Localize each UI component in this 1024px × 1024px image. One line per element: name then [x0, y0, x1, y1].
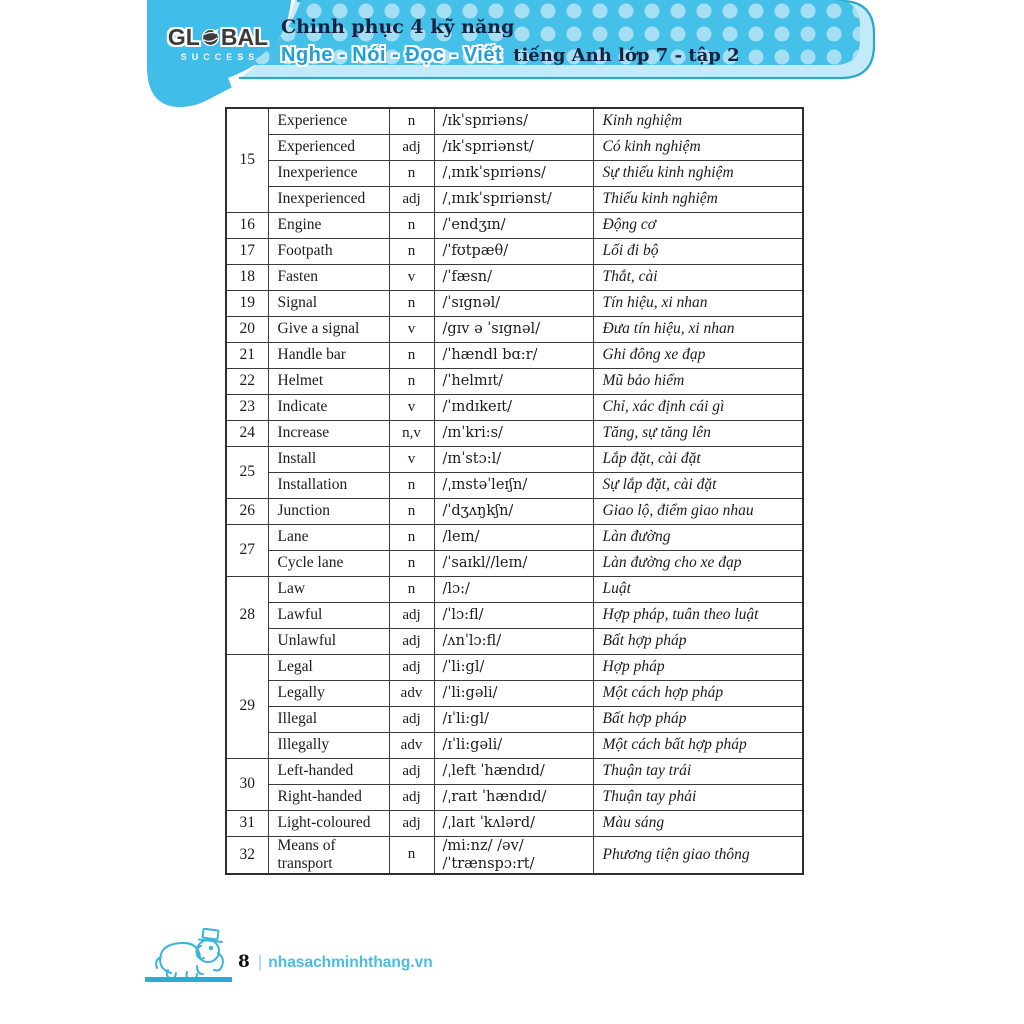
- part-of-speech-cell: n: [389, 212, 434, 238]
- word-cell: Light-coloured: [268, 810, 389, 836]
- word-cell: Left-handed: [268, 758, 389, 784]
- table-row: [226, 654, 803, 680]
- part-of-speech-cell: n: [389, 498, 434, 524]
- phonetic-cell: /leɪn/: [434, 524, 593, 550]
- word-cell: Lane: [268, 524, 389, 550]
- row-number-cell: 25: [226, 446, 268, 498]
- meaning-cell: Đưa tín hiệu, xi nhan: [593, 316, 803, 342]
- table-row: [226, 420, 803, 446]
- row-number-cell: 27: [226, 524, 268, 576]
- part-of-speech-cell: adv: [389, 680, 434, 706]
- meaning-cell: Giao lộ, điểm giao nhau: [593, 498, 803, 524]
- table-row: [226, 680, 803, 706]
- word-cell: Legally: [268, 680, 389, 706]
- word-cell: Law: [268, 576, 389, 602]
- table-row: [226, 472, 803, 498]
- word-cell: Install: [268, 446, 389, 472]
- page-number: 8: [238, 952, 250, 972]
- phonetic-cell: /ɪkˈspɪriənst/: [434, 134, 593, 160]
- row-number-cell: 23: [226, 394, 268, 420]
- table-row: [226, 732, 803, 758]
- part-of-speech-cell: n: [389, 368, 434, 394]
- meaning-cell: Tăng, sự tăng lên: [593, 420, 803, 446]
- row-number-cell: 29: [226, 654, 268, 758]
- row-number-cell: 28: [226, 576, 268, 654]
- part-of-speech-cell: adj: [389, 784, 434, 810]
- row-number-cell: 19: [226, 290, 268, 316]
- table-row: [226, 524, 803, 550]
- part-of-speech-cell: n: [389, 108, 434, 134]
- phonetic-cell: /ʌnˈlɔ:fl/: [434, 628, 593, 654]
- part-of-speech-cell: n,v: [389, 420, 434, 446]
- word-cell: Indicate: [268, 394, 389, 420]
- row-number-cell: 24: [226, 420, 268, 446]
- table-row: [226, 550, 803, 576]
- meaning-cell: Động cơ: [593, 212, 803, 238]
- word-cell: Means of transport: [268, 836, 389, 874]
- phonetic-cell: /lɔ:/: [434, 576, 593, 602]
- phonetic-cell: /ɪˈli:gl/: [434, 706, 593, 732]
- part-of-speech-cell: adj: [389, 654, 434, 680]
- meaning-cell: Lối đi bộ: [593, 238, 803, 264]
- phonetic-cell: /ˈli:gl/: [434, 654, 593, 680]
- meaning-cell: Hợp pháp, tuân theo luật: [593, 602, 803, 628]
- part-of-speech-cell: n: [389, 342, 434, 368]
- table-row: [226, 160, 803, 186]
- meaning-cell: Thuận tay trái: [593, 758, 803, 784]
- meaning-cell: Một cách bất hợp pháp: [593, 732, 803, 758]
- part-of-speech-cell: n: [389, 550, 434, 576]
- logo-subtitle: SUCCESS: [180, 52, 260, 62]
- footer-text: [238, 952, 433, 972]
- word-cell: Fasten: [268, 264, 389, 290]
- row-number-cell: 32: [226, 836, 268, 874]
- word-cell: Cycle lane: [268, 550, 389, 576]
- word-cell: Increase: [268, 420, 389, 446]
- global-success-logo: [163, 24, 273, 62]
- table-row: [226, 342, 803, 368]
- meaning-cell: Làn đường: [593, 524, 803, 550]
- meaning-cell: Phương tiện giao thông: [593, 836, 803, 874]
- word-cell: Handle bar: [268, 342, 389, 368]
- phonetic-cell: /ɪnˈstɔ:l/: [434, 446, 593, 472]
- phonetic-cell: /ɪkˈspɪriəns/: [434, 108, 593, 134]
- part-of-speech-cell: adj: [389, 628, 434, 654]
- footer-divider: |: [257, 952, 263, 971]
- part-of-speech-cell: v: [389, 394, 434, 420]
- vocab-table-body: [226, 108, 803, 874]
- tagline-line2: [281, 44, 740, 67]
- meaning-cell: Một cách hợp pháp: [593, 680, 803, 706]
- table-row: [226, 758, 803, 784]
- phonetic-cell: /ˈhelmɪt/: [434, 368, 593, 394]
- phonetic-cell: /ˈfæsn/: [434, 264, 593, 290]
- table-row: [226, 446, 803, 472]
- part-of-speech-cell: adj: [389, 810, 434, 836]
- word-cell: Right-handed: [268, 784, 389, 810]
- table-row: [226, 784, 803, 810]
- table-row: [226, 810, 803, 836]
- part-of-speech-cell: n: [389, 576, 434, 602]
- word-cell: Give a signal: [268, 316, 389, 342]
- part-of-speech-cell: n: [389, 160, 434, 186]
- part-of-speech-cell: adj: [389, 758, 434, 784]
- row-number-cell: 18: [226, 264, 268, 290]
- part-of-speech-cell: n: [389, 472, 434, 498]
- part-of-speech-cell: adv: [389, 732, 434, 758]
- meaning-cell: Bất hợp pháp: [593, 628, 803, 654]
- meaning-cell: Tín hiệu, xi nhan: [593, 290, 803, 316]
- meaning-cell: Sự lắp đặt, cài đặt: [593, 472, 803, 498]
- phonetic-cell: /ˈfʊtpæθ/: [434, 238, 593, 264]
- phonetic-cell: /ɪˈli:gəli/: [434, 732, 593, 758]
- table-row: [226, 368, 803, 394]
- meaning-cell: Lắp đặt, cài đặt: [593, 446, 803, 472]
- table-row: [226, 264, 803, 290]
- table-row: [226, 602, 803, 628]
- meaning-cell: Thuận tay phải: [593, 784, 803, 810]
- table-row: [226, 706, 803, 732]
- word-cell: Lawful: [268, 602, 389, 628]
- part-of-speech-cell: adj: [389, 186, 434, 212]
- header-banner: [145, 0, 876, 112]
- meaning-cell: Hợp pháp: [593, 654, 803, 680]
- meaning-cell: Sự thiếu kinh nghiệm: [593, 160, 803, 186]
- word-cell: Experienced: [268, 134, 389, 160]
- part-of-speech-cell: n: [389, 836, 434, 874]
- meaning-cell: Thiếu kinh nghiệm: [593, 186, 803, 212]
- table-row: [226, 108, 803, 134]
- word-cell: Experience: [268, 108, 389, 134]
- row-number-cell: 22: [226, 368, 268, 394]
- phonetic-cell: /ˈsɪgnəl/: [434, 290, 593, 316]
- phonetic-cell: /ˈhændl bɑ:r/: [434, 342, 593, 368]
- meaning-cell: Bất hợp pháp: [593, 706, 803, 732]
- phonetic-cell: /ˌlaɪt ˈkʌlərd/: [434, 810, 593, 836]
- phonetic-cell: /ˈdʒʌŋkʃn/: [434, 498, 593, 524]
- table-row: [226, 576, 803, 602]
- meaning-cell: Luật: [593, 576, 803, 602]
- phonetic-cell: /ˈendʒɪn/: [434, 212, 593, 238]
- phonetic-cell: /ˈlɔ:fl/: [434, 602, 593, 628]
- tagline-line1: Chinh phục 4 kỹ năng: [281, 16, 515, 38]
- part-of-speech-cell: v: [389, 316, 434, 342]
- phonetic-cell: /ˌleft ˈhændɪd/: [434, 758, 593, 784]
- meaning-cell: Làn đường cho xe đạp: [593, 550, 803, 576]
- tagline-book: tiếng Anh lớp 7 - tập 2: [513, 45, 740, 66]
- logo-wordmark: [163, 24, 273, 51]
- table-row: [226, 628, 803, 654]
- word-cell: Engine: [268, 212, 389, 238]
- phonetic-cell: /ˈsaɪkl//leɪn/: [434, 550, 593, 576]
- part-of-speech-cell: v: [389, 264, 434, 290]
- word-cell: Helmet: [268, 368, 389, 394]
- table-row: [226, 498, 803, 524]
- part-of-speech-cell: n: [389, 524, 434, 550]
- row-number-cell: 20: [226, 316, 268, 342]
- row-number-cell: 17: [226, 238, 268, 264]
- row-number-cell: 15: [226, 108, 268, 212]
- word-cell: Inexperience: [268, 160, 389, 186]
- word-cell: Unlawful: [268, 628, 389, 654]
- website-url: nhasachminhthang.vn: [268, 954, 433, 971]
- footer-underline: [145, 977, 232, 982]
- logo-part1: GL: [167, 24, 200, 50]
- part-of-speech-cell: v: [389, 446, 434, 472]
- word-cell: Signal: [268, 290, 389, 316]
- meaning-cell: Ghi đông xe đạp: [593, 342, 803, 368]
- phonetic-cell: /ˌɪnɪkˈspɪriəns/: [434, 160, 593, 186]
- meaning-cell: Màu sáng: [593, 810, 803, 836]
- vocabulary-table: [225, 107, 804, 875]
- table-row: [226, 836, 803, 874]
- row-number-cell: 21: [226, 342, 268, 368]
- word-cell: Footpath: [268, 238, 389, 264]
- table-row: [226, 134, 803, 160]
- table-row: [226, 394, 803, 420]
- row-number-cell: 16: [226, 212, 268, 238]
- meaning-cell: Có kinh nghiệm: [593, 134, 803, 160]
- part-of-speech-cell: adj: [389, 706, 434, 732]
- meaning-cell: Thắt, cài: [593, 264, 803, 290]
- word-cell: Junction: [268, 498, 389, 524]
- phonetic-cell: /ˌɪnstəˈleɪʃn/: [434, 472, 593, 498]
- word-cell: Legal: [268, 654, 389, 680]
- phonetic-cell: /ɪnˈkri:s/: [434, 420, 593, 446]
- meaning-cell: Chỉ, xác định cái gì: [593, 394, 803, 420]
- globe-icon: [201, 28, 220, 47]
- word-cell: Inexperienced: [268, 186, 389, 212]
- logo-part2: BAL: [220, 24, 269, 50]
- tagline-skills: Nghe - Nói - Đọc - Viết: [281, 44, 503, 66]
- row-number-cell: 30: [226, 758, 268, 810]
- row-number-cell: 26: [226, 498, 268, 524]
- table-row: [226, 290, 803, 316]
- phonetic-cell: /ˈli:gəli/: [434, 680, 593, 706]
- part-of-speech-cell: adj: [389, 602, 434, 628]
- phonetic-cell: /ˌɪnɪkˈspɪriənst/: [434, 186, 593, 212]
- table-row: [226, 212, 803, 238]
- word-cell: Illegally: [268, 732, 389, 758]
- elephant-logo-icon: [151, 928, 233, 980]
- table-row: [226, 186, 803, 212]
- phonetic-cell: /ˈɪndɪkeɪt/: [434, 394, 593, 420]
- part-of-speech-cell: n: [389, 238, 434, 264]
- phonetic-cell: /mi:nz/ /əv/ /ˈtrænspɔ:rt/: [434, 836, 593, 874]
- phonetic-cell: /ˌraɪt ˈhændɪd/: [434, 784, 593, 810]
- word-cell: Installation: [268, 472, 389, 498]
- part-of-speech-cell: adj: [389, 134, 434, 160]
- row-number-cell: 31: [226, 810, 268, 836]
- word-cell: Illegal: [268, 706, 389, 732]
- table-row: [226, 316, 803, 342]
- table-row: [226, 238, 803, 264]
- meaning-cell: Kinh nghiệm: [593, 108, 803, 134]
- part-of-speech-cell: n: [389, 290, 434, 316]
- phonetic-cell: /gɪv ə ˈsɪgnəl/: [434, 316, 593, 342]
- meaning-cell: Mũ bảo hiểm: [593, 368, 803, 394]
